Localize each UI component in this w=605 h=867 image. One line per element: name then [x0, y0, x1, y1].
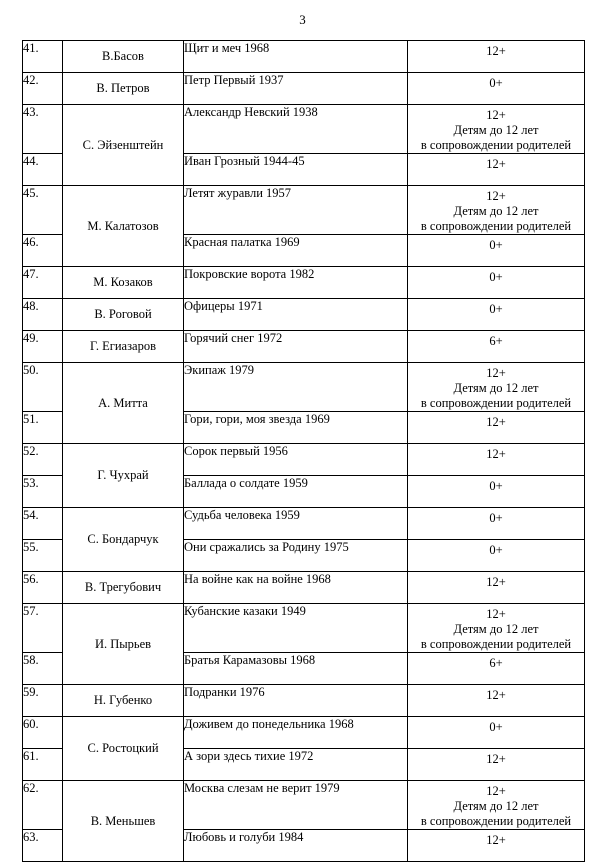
film-title: Гори, гори, моя звезда 1969: [184, 412, 408, 444]
age-rating-value: 0+: [489, 302, 503, 316]
age-rating: [408, 653, 585, 685]
director-cell: [63, 186, 184, 267]
age-rating-value: 12+: [486, 415, 506, 429]
film-title: Покровские ворота 1982: [184, 267, 408, 299]
table-row: [23, 572, 585, 604]
age-rating: [408, 412, 585, 444]
age-rating-note: в сопровождении родителей: [420, 396, 572, 410]
director-cell: [63, 508, 184, 572]
table-row: [23, 41, 585, 73]
film-title: Александр Невский 1938: [184, 105, 408, 154]
age-rating-value: 0+: [489, 511, 503, 525]
film-title: Щит и меч 1968: [184, 41, 408, 73]
row-number: 55.: [23, 540, 63, 572]
age-rating: [408, 476, 585, 508]
director-cell: [63, 105, 184, 186]
table-row: [23, 73, 585, 105]
film-title: Любовь и голуби 1984: [184, 830, 408, 862]
age-rating: [408, 444, 585, 476]
row-number: 45.: [23, 186, 63, 235]
director-name: И. Пырьев: [94, 636, 152, 651]
film-title: Доживем до понедельника 1968: [184, 717, 408, 749]
age-rating-value: 12+: [486, 189, 506, 203]
table-row: [23, 363, 585, 412]
row-number: 53.: [23, 476, 63, 508]
age-rating-value: 0+: [489, 238, 503, 252]
table-row: [23, 444, 585, 476]
age-rating-note: Детям до 12 лет: [453, 799, 539, 813]
row-number: 58.: [23, 653, 63, 685]
age-rating-note: в сопровождении родителей: [420, 814, 572, 828]
age-rating-value: 0+: [489, 76, 503, 90]
film-title: Братья Карамазовы 1968: [184, 653, 408, 685]
film-title: Горячий снег 1972: [184, 331, 408, 363]
director-name: Н. Губенко: [93, 693, 153, 707]
age-rating-note: Детям до 12 лет: [453, 123, 539, 137]
director-name: С. Ростоцкий: [87, 741, 159, 755]
age-rating: [408, 508, 585, 540]
table-row: [23, 267, 585, 299]
director-cell: [63, 444, 184, 508]
table-row: [23, 186, 585, 235]
age-rating-note: в сопровождении родителей: [420, 138, 572, 152]
row-number: 56.: [23, 572, 63, 604]
age-rating-value: 0+: [489, 479, 503, 493]
age-rating-value: 12+: [486, 366, 506, 380]
director-cell: [63, 717, 184, 781]
age-rating-value: 12+: [486, 44, 506, 58]
director-name: Г. Чухрай: [97, 468, 149, 482]
age-rating-value: 12+: [486, 833, 506, 847]
age-rating-value: 12+: [486, 784, 506, 798]
director-cell: [63, 41, 184, 73]
age-rating: [408, 749, 585, 781]
age-rating: [408, 604, 585, 653]
film-title: Иван Грозный 1944-45: [184, 154, 408, 186]
row-number: 57.: [23, 604, 63, 653]
film-title: Летят журавли 1957: [184, 186, 408, 235]
row-number: 61.: [23, 749, 63, 781]
film-title: Офицеры 1971: [184, 299, 408, 331]
age-rating-value: 12+: [486, 157, 506, 171]
director-cell: [63, 685, 184, 717]
director-name: В. Петров: [96, 81, 150, 95]
director-name: В. Роговой: [94, 307, 152, 321]
table-row: [23, 685, 585, 717]
films-table-body: [23, 41, 585, 862]
age-rating: [408, 781, 585, 830]
row-number: 52.: [23, 444, 63, 476]
row-number: 63.: [23, 830, 63, 862]
age-rating-value: 12+: [486, 752, 506, 766]
film-title: Экипаж 1979: [184, 363, 408, 412]
films-table: [22, 40, 585, 862]
director-cell: [63, 363, 184, 444]
director-cell: [63, 267, 184, 299]
table-row: [23, 105, 585, 154]
director-cell: [63, 781, 184, 862]
row-number: 41.: [23, 41, 63, 73]
row-number: 60.: [23, 717, 63, 749]
director-name: В. Меньшев: [90, 813, 156, 828]
age-rating: [408, 235, 585, 267]
row-number: 48.: [23, 299, 63, 331]
director-cell: [63, 299, 184, 331]
row-number: 46.: [23, 235, 63, 267]
director-name: Г. Егиазаров: [90, 339, 156, 353]
director-cell: [63, 572, 184, 604]
age-rating: [408, 685, 585, 717]
table-row: [23, 604, 585, 653]
director-name: С. Эйзенштейн: [82, 137, 164, 152]
age-rating: [408, 154, 585, 186]
age-rating-value: 6+: [489, 656, 503, 670]
film-title: Москва слезам не верит 1979: [184, 781, 408, 830]
table-row: [23, 508, 585, 540]
age-rating: [408, 363, 585, 412]
film-title: Петр Первый 1937: [184, 73, 408, 105]
director-cell: [63, 73, 184, 105]
age-rating-value: 6+: [489, 334, 503, 348]
film-title: Они сражались за Родину 1975: [184, 540, 408, 572]
age-rating-value: 0+: [489, 270, 503, 284]
film-title: Подранки 1976: [184, 685, 408, 717]
age-rating: [408, 830, 585, 862]
row-number: 44.: [23, 154, 63, 186]
row-number: 49.: [23, 331, 63, 363]
film-title: Красная палатка 1969: [184, 235, 408, 267]
age-rating-value: 12+: [486, 108, 506, 122]
age-rating-note: в сопровождении родителей: [420, 637, 572, 651]
row-number: 62.: [23, 781, 63, 830]
age-rating: [408, 572, 585, 604]
age-rating: [408, 717, 585, 749]
film-title: Баллада о солдате 1959: [184, 476, 408, 508]
age-rating: [408, 105, 585, 154]
film-title: Кубанские казаки 1949: [184, 604, 408, 653]
age-rating: [408, 540, 585, 572]
row-number: 47.: [23, 267, 63, 299]
age-rating-note: Детям до 12 лет: [453, 204, 539, 218]
director-cell: [63, 604, 184, 685]
table-row: [23, 299, 585, 331]
age-rating-note: Детям до 12 лет: [453, 622, 539, 636]
age-rating: [408, 73, 585, 105]
director-cell: [63, 331, 184, 363]
age-rating-value: 0+: [489, 720, 503, 734]
director-name: М. Калатозов: [87, 218, 159, 233]
age-rating-value: 12+: [486, 575, 506, 589]
table-row: [23, 331, 585, 363]
table-row: [23, 717, 585, 749]
director-name: М. Козаков: [93, 275, 153, 289]
row-number: 42.: [23, 73, 63, 105]
age-rating: [408, 267, 585, 299]
table-row: [23, 781, 585, 830]
row-number: 43.: [23, 105, 63, 154]
age-rating-note: Детям до 12 лет: [453, 381, 539, 395]
film-title: А зори здесь тихие 1972: [184, 749, 408, 781]
row-number: 50.: [23, 363, 63, 412]
row-number: 51.: [23, 412, 63, 444]
row-number: 54.: [23, 508, 63, 540]
film-title: Судьба человека 1959: [184, 508, 408, 540]
film-title: Сорок первый 1956: [184, 444, 408, 476]
director-name: В.Басов: [102, 49, 144, 63]
age-rating: [408, 331, 585, 363]
age-rating-value: 12+: [486, 688, 506, 702]
page-number: 3: [299, 12, 306, 27]
age-rating: [408, 186, 585, 235]
age-rating: [408, 299, 585, 331]
age-rating-value: 0+: [489, 543, 503, 557]
director-name: А. Митта: [98, 395, 148, 410]
age-rating-value: 12+: [486, 607, 506, 621]
row-number: 59.: [23, 685, 63, 717]
director-name: С. Бондарчук: [87, 532, 159, 546]
age-rating: [408, 41, 585, 73]
age-rating-note: в сопровождении родителей: [420, 219, 572, 233]
age-rating-value: 12+: [486, 447, 506, 461]
director-name: В. Трегубович: [84, 580, 162, 594]
film-title: На войне как на войне 1968: [184, 572, 408, 604]
